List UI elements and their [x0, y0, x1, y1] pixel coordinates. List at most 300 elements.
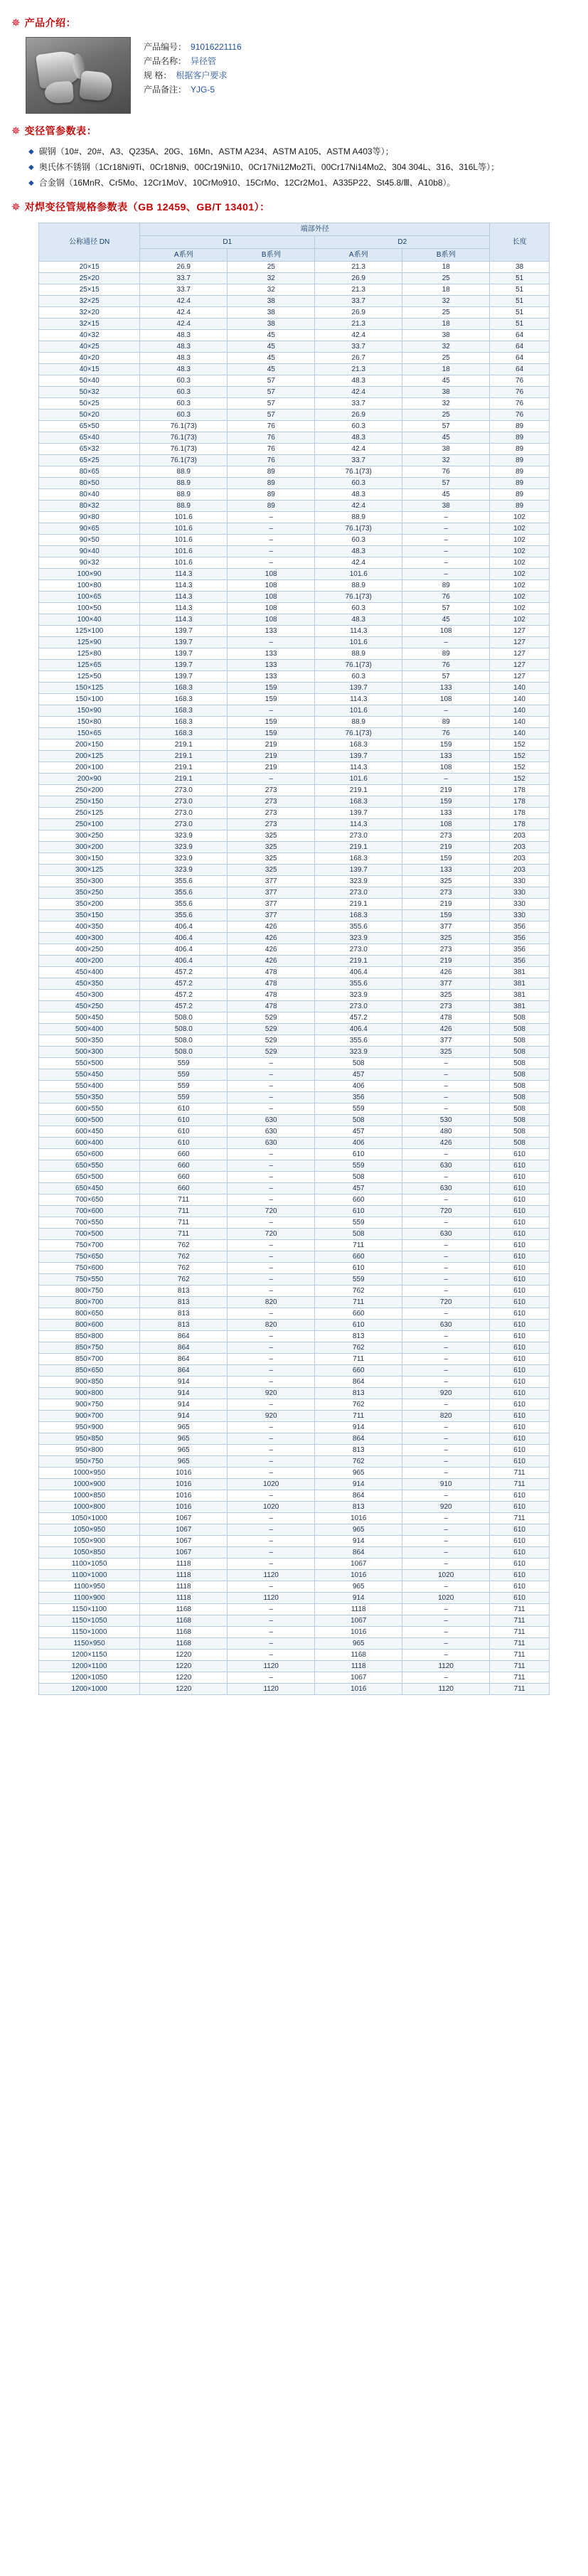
table-cell: 330 [490, 887, 550, 899]
table-cell: – [228, 1422, 315, 1433]
product-field-list [144, 37, 242, 97]
table-row [39, 1320, 550, 1331]
table-cell: 813 [140, 1320, 228, 1331]
product-field-row [144, 82, 242, 97]
table-cell: 159 [228, 717, 315, 728]
table-cell: 159 [402, 796, 490, 808]
table-cell: 273.0 [140, 808, 228, 819]
cell-dn: 900×700 [39, 1411, 140, 1422]
table-cell: 48.3 [315, 432, 402, 444]
table-cell: – [228, 1581, 315, 1593]
table-cell: 480 [402, 1126, 490, 1138]
table-cell: 38 [490, 262, 550, 273]
cell-dn: 750×700 [39, 1240, 140, 1251]
section-header-table [11, 200, 578, 214]
table-row [39, 546, 550, 557]
table-cell: – [402, 1513, 490, 1524]
table-cell: 478 [228, 967, 315, 978]
cell-dn: 600×400 [39, 1138, 140, 1149]
table-row [39, 1468, 550, 1479]
table-cell: – [402, 774, 490, 785]
cell-dn: 1000×800 [39, 1502, 140, 1513]
table-cell: – [228, 1149, 315, 1160]
table-cell: 711 [315, 1297, 402, 1308]
table-cell: 89 [490, 478, 550, 489]
table-cell: 478 [228, 978, 315, 990]
table-cell: 139.7 [140, 660, 228, 671]
table-cell: 559 [315, 1160, 402, 1172]
table-cell: – [228, 1559, 315, 1570]
table-cell: 1020 [402, 1593, 490, 1604]
table-row [39, 262, 550, 273]
table-cell: – [228, 535, 315, 546]
table-cell: 325 [228, 865, 315, 876]
table-cell: 219 [402, 842, 490, 853]
table-row [39, 683, 550, 694]
table-cell: 88.9 [315, 717, 402, 728]
cell-dn: 150×65 [39, 728, 140, 739]
product-field-row [144, 68, 242, 82]
table-row [39, 637, 550, 648]
table-cell: 25 [228, 262, 315, 273]
table-cell: 660 [315, 1365, 402, 1377]
table-cell: 1168 [140, 1615, 228, 1627]
table-cell: 323.9 [315, 876, 402, 887]
table-cell: – [228, 1456, 315, 1468]
table-cell: 21.3 [315, 364, 402, 375]
header-d2-b-series: B系列 [402, 249, 490, 262]
cell-dn: 400×350 [39, 921, 140, 933]
cell-dn: 250×100 [39, 819, 140, 830]
diamond-bullet-icon: ◆ [28, 179, 34, 187]
table-cell: 102 [490, 603, 550, 614]
table-cell: 133 [402, 683, 490, 694]
table-cell: – [228, 1650, 315, 1661]
table-row [39, 1149, 550, 1160]
table-cell: 610 [490, 1149, 550, 1160]
table-cell: 203 [490, 830, 550, 842]
table-row [39, 1547, 550, 1559]
table-cell: – [228, 1524, 315, 1536]
table-row [39, 1593, 550, 1604]
table-cell: 426 [402, 1138, 490, 1149]
table-cell: 48.3 [140, 353, 228, 364]
table-cell: 508 [315, 1115, 402, 1126]
cell-dn: 300×250 [39, 830, 140, 842]
table-cell: – [402, 1149, 490, 1160]
table-cell: – [228, 1365, 315, 1377]
table-cell: 102 [490, 535, 550, 546]
table-cell: – [402, 557, 490, 569]
table-cell: 48.3 [315, 614, 402, 626]
table-cell: 127 [490, 626, 550, 637]
table-row [39, 1183, 550, 1195]
table-cell: 610 [490, 1274, 550, 1286]
table-cell: 426 [228, 956, 315, 967]
table-cell: 610 [490, 1195, 550, 1206]
table-cell: 610 [490, 1524, 550, 1536]
table-cell: 108 [402, 694, 490, 705]
product-field-label: 产品备注： [144, 85, 187, 95]
table-cell: 168.3 [315, 853, 402, 865]
table-row [39, 1308, 550, 1320]
table-cell: 89 [228, 466, 315, 478]
table-cell: 529 [228, 1012, 315, 1024]
cell-dn: 90×40 [39, 546, 140, 557]
table-cell: 965 [315, 1581, 402, 1593]
table-cell: 813 [315, 1502, 402, 1513]
table-cell: 45 [402, 614, 490, 626]
table-cell: – [402, 1331, 490, 1342]
table-row [39, 1263, 550, 1274]
table-cell: 508 [490, 1115, 550, 1126]
table-cell: 26.9 [315, 410, 402, 421]
table-cell: 33.7 [315, 341, 402, 353]
table-row [39, 762, 550, 774]
table-cell: – [228, 1286, 315, 1297]
table-cell: 355.6 [140, 899, 228, 910]
table-cell: 457.2 [140, 990, 228, 1001]
cell-dn: 150×100 [39, 694, 140, 705]
table-cell: 89 [228, 478, 315, 489]
table-cell: 273.0 [315, 944, 402, 956]
table-cell: 508 [490, 1058, 550, 1069]
table-cell: 76 [490, 387, 550, 398]
table-cell: 89 [490, 466, 550, 478]
table-cell: 45 [402, 375, 490, 387]
table-cell: 64 [490, 330, 550, 341]
header-length: 长度 [490, 223, 550, 262]
table-row [39, 569, 550, 580]
table-cell: – [228, 1672, 315, 1684]
cell-dn: 40×15 [39, 364, 140, 375]
table-cell: – [402, 1274, 490, 1286]
table-cell: 1016 [140, 1468, 228, 1479]
cell-dn: 900×750 [39, 1399, 140, 1411]
table-cell: – [228, 1547, 315, 1559]
table-row [39, 1297, 550, 1308]
table-cell: 1020 [228, 1479, 315, 1490]
cell-dn: 1050×850 [39, 1547, 140, 1559]
cell-dn: 750×650 [39, 1251, 140, 1263]
cell-dn: 950×850 [39, 1433, 140, 1445]
table-cell: – [402, 523, 490, 535]
table-cell: 219 [402, 899, 490, 910]
table-cell: 381 [490, 967, 550, 978]
table-row [39, 1286, 550, 1297]
table-cell: 610 [490, 1365, 550, 1377]
cell-dn: 125×80 [39, 648, 140, 660]
table-row [39, 1570, 550, 1581]
table-cell: 57 [228, 398, 315, 410]
table-cell: – [228, 1433, 315, 1445]
header-d2-a-series: A系列 [315, 249, 402, 262]
table-cell: 406 [315, 1081, 402, 1092]
cell-dn: 850×700 [39, 1354, 140, 1365]
table-cell: 88.9 [140, 489, 228, 501]
table-cell: 42.4 [140, 307, 228, 319]
table-cell: 1118 [140, 1559, 228, 1570]
table-cell: 219 [228, 762, 315, 774]
table-cell: 426 [228, 921, 315, 933]
table-cell: 508.0 [140, 1035, 228, 1047]
table-cell: 101.6 [315, 705, 402, 717]
table-cell: – [402, 1445, 490, 1456]
table-cell: – [402, 1468, 490, 1479]
table-row [39, 1672, 550, 1684]
table-cell: 914 [140, 1388, 228, 1399]
table-row [39, 535, 550, 546]
cell-dn: 450×250 [39, 1001, 140, 1012]
cell-dn: 100×90 [39, 569, 140, 580]
table-cell: 1020 [228, 1502, 315, 1513]
table-cell: 559 [140, 1092, 228, 1103]
cell-dn: 1200×1100 [39, 1661, 140, 1672]
table-cell: 323.9 [140, 853, 228, 865]
table-cell: 910 [402, 1479, 490, 1490]
table-cell: 33.7 [140, 284, 228, 296]
table-cell: 26.9 [315, 307, 402, 319]
table-cell: 1220 [140, 1672, 228, 1684]
table-cell: 610 [490, 1331, 550, 1342]
table-cell: 25 [402, 353, 490, 364]
table-cell: 762 [315, 1342, 402, 1354]
table-row [39, 375, 550, 387]
table-cell: 64 [490, 364, 550, 375]
table-cell: 32 [402, 341, 490, 353]
table-cell: 610 [490, 1172, 550, 1183]
table-header-row [39, 223, 550, 236]
table-cell: 159 [228, 728, 315, 739]
table-cell: 965 [315, 1638, 402, 1650]
table-cell: 101.6 [315, 569, 402, 580]
table-row [39, 1479, 550, 1490]
table-cell: 33.7 [315, 296, 402, 307]
cell-dn: 850×800 [39, 1331, 140, 1342]
header-dn: 公称通径 DN [39, 223, 140, 262]
table-cell: 630 [228, 1126, 315, 1138]
table-cell: 57 [402, 671, 490, 683]
table-cell: – [228, 1263, 315, 1274]
table-row [39, 1160, 550, 1172]
table-cell: – [402, 535, 490, 546]
table-row [39, 330, 550, 341]
table-cell: 101.6 [140, 523, 228, 535]
table-row [39, 1354, 550, 1365]
table-cell: 864 [315, 1547, 402, 1559]
table-cell: 42.4 [315, 330, 402, 341]
table-cell: 610 [315, 1320, 402, 1331]
section-title-table: 对焊变径管规格参数表（GB 12459、GB/T 13401）： [24, 201, 270, 213]
table-cell: 820 [402, 1411, 490, 1422]
table-cell: 89 [490, 455, 550, 466]
table-row [39, 1172, 550, 1183]
table-cell: 610 [140, 1103, 228, 1115]
table-cell: 711 [140, 1206, 228, 1217]
table-cell: 660 [140, 1149, 228, 1160]
table-cell: 711 [490, 1650, 550, 1661]
table-cell: 508 [490, 1138, 550, 1149]
table-cell: 33.7 [140, 273, 228, 284]
table-cell: 60.3 [140, 398, 228, 410]
table-cell: 42.4 [315, 501, 402, 512]
table-cell: – [402, 1604, 490, 1615]
table-cell: 323.9 [140, 865, 228, 876]
table-cell: 610 [490, 1536, 550, 1547]
cell-dn: 700×500 [39, 1229, 140, 1240]
table-cell: 711 [490, 1468, 550, 1479]
cell-dn: 950×800 [39, 1445, 140, 1456]
table-cell: 76 [490, 410, 550, 421]
cell-dn: 500×350 [39, 1035, 140, 1047]
table-cell: 610 [490, 1206, 550, 1217]
table-cell: 38 [402, 387, 490, 398]
table-cell: 377 [228, 910, 315, 921]
table-cell: 114.3 [140, 580, 228, 592]
table-cell: 108 [228, 569, 315, 580]
cell-dn: 850×750 [39, 1342, 140, 1354]
table-cell: 356 [490, 921, 550, 933]
table-row [39, 1524, 550, 1536]
table-cell: 711 [140, 1229, 228, 1240]
table-cell: 610 [490, 1377, 550, 1388]
cell-dn: 40×25 [39, 341, 140, 353]
table-row [39, 1411, 550, 1422]
table-cell: 508 [490, 1047, 550, 1058]
table-row [39, 887, 550, 899]
list-item [28, 176, 578, 190]
table-cell: 864 [315, 1377, 402, 1388]
table-cell: 102 [490, 614, 550, 626]
table-cell: – [402, 1672, 490, 1684]
reducer-shape-small [44, 81, 74, 105]
table-row [39, 808, 550, 819]
cell-dn: 32×25 [39, 296, 140, 307]
table-cell: 152 [490, 762, 550, 774]
table-row [39, 603, 550, 614]
table-cell: 610 [315, 1263, 402, 1274]
table-cell: 139.7 [315, 751, 402, 762]
table-cell: 140 [490, 683, 550, 694]
table-cell: 920 [228, 1388, 315, 1399]
table-cell: 508 [315, 1172, 402, 1183]
table-cell: 1168 [140, 1638, 228, 1650]
table-cell: 1016 [140, 1490, 228, 1502]
table-cell: 508 [490, 1035, 550, 1047]
cell-dn: 700×600 [39, 1206, 140, 1217]
table-cell: 478 [402, 1012, 490, 1024]
table-cell: 168.3 [315, 796, 402, 808]
spec-table-wrapper [10, 221, 578, 1695]
table-cell: – [228, 1183, 315, 1195]
table-cell: 457.2 [140, 978, 228, 990]
table-row [39, 284, 550, 296]
table-cell: 76.1(73) [140, 432, 228, 444]
table-cell: 355.6 [315, 1035, 402, 1047]
table-cell: 45 [402, 432, 490, 444]
table-cell: 1168 [315, 1650, 402, 1661]
table-cell: 102 [490, 592, 550, 603]
table-cell: 101.6 [140, 557, 228, 569]
cell-dn: 750×600 [39, 1263, 140, 1274]
table-cell: – [402, 1069, 490, 1081]
table-cell: – [402, 1217, 490, 1229]
table-cell: 610 [490, 1456, 550, 1468]
table-cell: 273 [402, 944, 490, 956]
table-cell: – [402, 1638, 490, 1650]
table-cell: 48.3 [140, 341, 228, 353]
table-cell: 219.1 [140, 739, 228, 751]
table-row [39, 1217, 550, 1229]
table-cell: 76 [490, 398, 550, 410]
table-cell: 32 [228, 284, 315, 296]
table-row [39, 387, 550, 398]
table-row [39, 398, 550, 410]
table-cell: 89 [490, 501, 550, 512]
table-cell: 64 [490, 341, 550, 353]
table-cell: 76.1(73) [140, 421, 228, 432]
table-cell: 325 [402, 933, 490, 944]
table-cell: – [402, 1058, 490, 1069]
header-d1: D1 [140, 236, 315, 249]
table-cell: 26.9 [315, 273, 402, 284]
table-row [39, 626, 550, 637]
table-row [39, 1536, 550, 1547]
table-row [39, 1456, 550, 1468]
table-cell: 76.1(73) [140, 455, 228, 466]
table-row [39, 1650, 550, 1661]
table-cell: 32 [402, 296, 490, 307]
table-cell: 57 [228, 410, 315, 421]
table-cell: 377 [228, 899, 315, 910]
table-cell: 559 [140, 1069, 228, 1081]
table-cell: – [228, 1615, 315, 1627]
table-cell: 457 [315, 1126, 402, 1138]
table-cell: 720 [402, 1297, 490, 1308]
table-cell: 219.1 [315, 899, 402, 910]
table-cell: 140 [490, 717, 550, 728]
table-cell: – [402, 1263, 490, 1274]
table-cell: 529 [228, 1024, 315, 1035]
cell-dn: 650×500 [39, 1172, 140, 1183]
table-row [39, 501, 550, 512]
table-cell: 108 [228, 580, 315, 592]
table-row [39, 341, 550, 353]
table-row [39, 307, 550, 319]
table-cell: 864 [140, 1365, 228, 1377]
table-cell: – [228, 523, 315, 535]
cell-dn: 40×20 [39, 353, 140, 364]
table-cell: 273.0 [315, 1001, 402, 1012]
table-cell: – [228, 1251, 315, 1263]
table-cell: 610 [490, 1399, 550, 1411]
table-cell: 139.7 [140, 626, 228, 637]
table-row [39, 819, 550, 830]
table-cell: 660 [315, 1251, 402, 1263]
table-row [39, 1638, 550, 1650]
table-cell: – [402, 1172, 490, 1183]
cell-dn: 950×900 [39, 1422, 140, 1433]
table-cell: 1120 [402, 1661, 490, 1672]
table-cell: 1118 [315, 1661, 402, 1672]
table-row [39, 523, 550, 535]
table-cell: 377 [402, 1035, 490, 1047]
table-cell: 610 [490, 1183, 550, 1195]
table-cell: 219.1 [140, 774, 228, 785]
table-cell: – [228, 1331, 315, 1342]
table-cell: 457.2 [140, 967, 228, 978]
cell-dn: 550×500 [39, 1058, 140, 1069]
